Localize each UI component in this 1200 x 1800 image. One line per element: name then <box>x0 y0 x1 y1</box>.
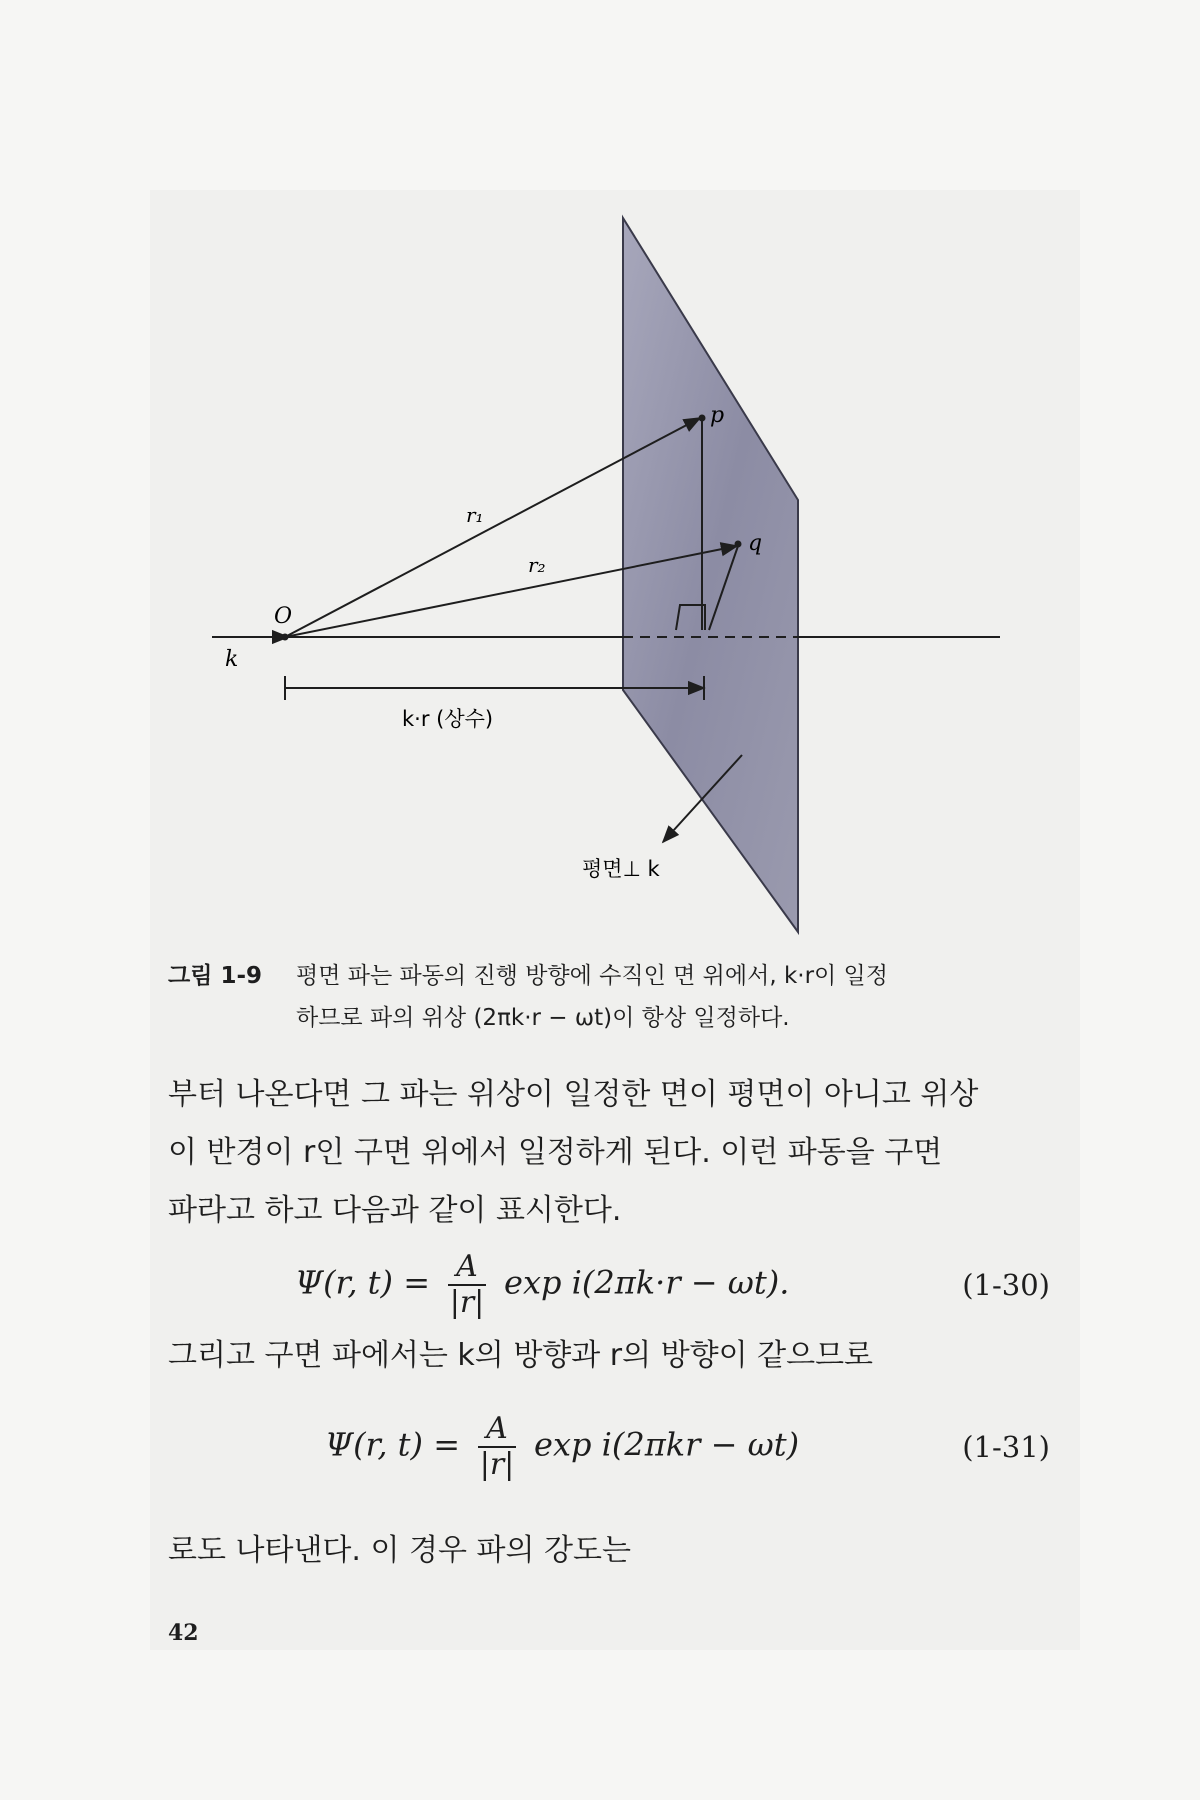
page-number: 42 <box>168 1620 199 1646</box>
figure-caption-line2: 하므로 파의 위상 (2πk·r − ωt)이 항상 일정하다. <box>296 1005 790 1031</box>
label-k: k <box>225 647 239 672</box>
equation-1-31-number: (1-31) <box>962 1430 1050 1464</box>
equation-1-30-rhs: exp i(2πk·r − ωt). <box>504 1263 790 1302</box>
paragraph-1-line-2: 이 반경이 r인 구면 위에서 일정하게 된다. 이런 파동을 구면 <box>168 1135 943 1170</box>
label-q: q <box>748 531 763 556</box>
equation-1-31-rhs: exp i(2πkr − ωt) <box>534 1425 800 1464</box>
paragraph-3: 로도 나타낸다. 이 경우 파의 강도는 <box>168 1533 631 1568</box>
equation-1-30-denominator: |r| <box>449 1285 485 1320</box>
origin-point <box>282 634 289 641</box>
figure-caption-label: 그림 1-9 <box>168 963 262 989</box>
figure-caption <box>168 955 1088 1039</box>
equation-1-30-number: (1-30) <box>962 1268 1050 1302</box>
equation-1-30-fraction <box>448 1250 486 1320</box>
paragraph-1-line-1: 부터 나온다면 그 파는 위상이 일정한 면이 평면이 아니고 위상 <box>168 1077 979 1112</box>
point-p <box>699 415 706 422</box>
equation-1-31 <box>150 1400 1080 1490</box>
equation-1-30 <box>150 1238 1080 1328</box>
label-origin: O <box>274 604 293 629</box>
figure-caption-line1: 평면 파는 파동의 진행 방향에 수직인 면 위에서, k·r이 일정 <box>296 963 888 989</box>
paragraph-1-line-3: 파라고 하고 다음과 같이 표시한다. <box>168 1193 622 1228</box>
equation-1-31-denominator: |r| <box>479 1447 515 1482</box>
label-r2: r₂ <box>528 553 546 577</box>
equation-1-31-fraction <box>478 1412 516 1482</box>
point-q <box>735 541 742 548</box>
paragraph-2: 그리고 구면 파에서는 k의 방향과 r의 방향이 같으므로 <box>168 1338 874 1373</box>
equation-1-31-lhs: Ψ(r, t) = <box>325 1425 460 1464</box>
equation-1-30-body <box>295 1250 789 1320</box>
label-r1: r₁ <box>466 503 484 527</box>
equation-1-31-body <box>325 1412 799 1482</box>
wavefront-plane <box>623 218 798 932</box>
label-kr-constant: k·r (상수) <box>402 707 494 731</box>
equation-1-30-numerator: A <box>448 1250 486 1286</box>
label-plane-perp-k: 평면⊥ k <box>582 857 660 881</box>
equation-1-31-numerator: A <box>478 1412 516 1448</box>
label-p: p <box>710 403 725 428</box>
equation-1-30-lhs: Ψ(r, t) = <box>295 1263 430 1302</box>
paragraph-1 <box>168 1066 1068 1240</box>
